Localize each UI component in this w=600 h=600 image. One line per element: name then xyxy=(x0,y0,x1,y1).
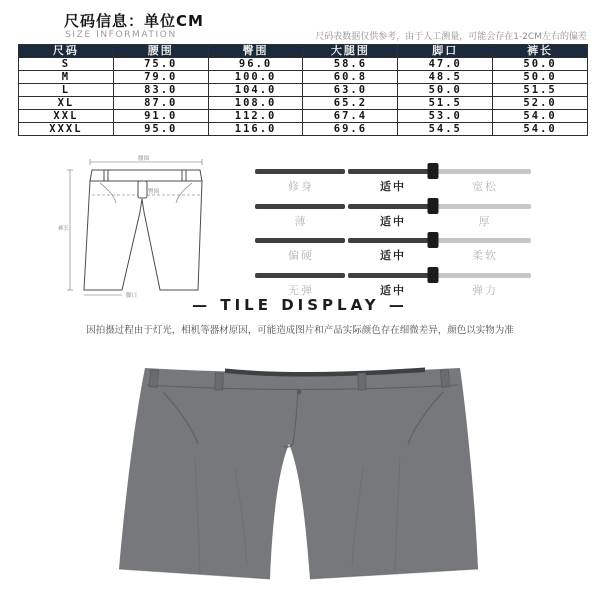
slider-bar-filled xyxy=(255,273,345,278)
slider-track xyxy=(255,231,531,249)
table-row xyxy=(19,84,588,97)
slider-label-right: 柔软 xyxy=(472,249,498,262)
measurement-cell: 116.0 xyxy=(208,123,303,136)
measurement-cell: 91.0 xyxy=(113,110,208,123)
slider-track xyxy=(255,197,531,215)
slider-bar-filled xyxy=(255,169,345,174)
measurement-cell: 50.0 xyxy=(493,58,588,71)
size-cell: M xyxy=(19,71,114,84)
color-disclaimer: 因拍摄过程由于灯光，相机等器材原因，可能造成图片和产品实际颜色存在细微差异，颜色以实物为准 xyxy=(86,325,514,336)
slider-bar-empty xyxy=(435,238,531,243)
slider-label-right: 宽松 xyxy=(472,180,498,193)
column-header: 脚口 xyxy=(398,45,493,58)
slider-labels xyxy=(255,180,531,193)
shorts-body xyxy=(119,368,478,579)
diagram-length-label: 裤长 xyxy=(58,226,70,232)
measurement-cell: 87.0 xyxy=(113,97,208,110)
measurement-cell: 53.0 xyxy=(398,110,493,123)
tile-display-heading: — TILE DISPLAY — xyxy=(192,296,408,314)
measurement-cell: 54.0 xyxy=(493,110,588,123)
measurement-cell: 54.5 xyxy=(398,123,493,136)
measurement-cell: 100.0 xyxy=(208,71,303,84)
slider-label-left: 修身 xyxy=(288,180,314,193)
column-header: 裤长 xyxy=(493,45,588,58)
shorts-belt-loop xyxy=(215,373,224,390)
slider-label-left: 无弹 xyxy=(288,283,314,297)
slider-bar-filled xyxy=(348,204,431,209)
attribute-slider xyxy=(255,162,531,197)
slider-bar-filled xyxy=(348,238,431,243)
column-header: 腰围 xyxy=(113,45,208,58)
measurement-cell: 112.0 xyxy=(208,110,303,123)
size-cell: XXL xyxy=(19,110,114,123)
measurement-cell: 52.0 xyxy=(493,97,588,110)
measurement-cell: 47.0 xyxy=(398,58,493,71)
attribute-slider xyxy=(255,266,531,301)
table-row xyxy=(19,58,588,71)
diagram-hip-label: 臀围 xyxy=(148,189,160,195)
measurement-cell: 83.0 xyxy=(113,84,208,97)
measurement-cell: 95.0 xyxy=(113,123,208,136)
measurement-cell: 65.2 xyxy=(303,97,398,110)
measurement-cell: 63.0 xyxy=(303,84,398,97)
size-cell: XL xyxy=(19,97,114,110)
slider-bar-filled xyxy=(348,169,431,174)
size-cell: S xyxy=(19,58,114,71)
slider-label-left: 薄 xyxy=(294,214,308,228)
diagram-hem-label: 脚口 xyxy=(126,293,138,299)
pants-fly xyxy=(138,181,147,198)
size-cell: XXXL xyxy=(19,123,114,136)
measurement-cell: 58.6 xyxy=(303,58,398,71)
size-table xyxy=(18,44,588,136)
slider-bar-empty xyxy=(435,204,531,209)
slider-label-center: 适中 xyxy=(380,283,406,297)
shorts-product-photo xyxy=(95,348,505,596)
slider-handle xyxy=(428,163,439,179)
slider-handle xyxy=(428,267,439,283)
measurement-cell: 51.5 xyxy=(493,84,588,97)
slider-bar-empty xyxy=(435,169,531,174)
table-row xyxy=(19,71,588,84)
table-row xyxy=(19,123,588,136)
measurement-disclaimer: 尺码表数据仅供参考，由于人工测量，可能会存在1-2CM左右的偏差 xyxy=(315,32,587,42)
column-header: 臀围 xyxy=(208,45,303,58)
slider-handle xyxy=(428,198,439,214)
measurement-cell: 50.0 xyxy=(493,71,588,84)
slider-bar-filled xyxy=(348,273,431,278)
size-table-body xyxy=(19,58,588,136)
measurement-cell: 54.0 xyxy=(493,123,588,136)
slider-labels xyxy=(255,284,531,297)
page-title: 尺码信息：单位CM xyxy=(64,12,204,30)
measurement-cell: 75.0 xyxy=(113,58,208,71)
attribute-slider xyxy=(255,231,531,266)
table-row xyxy=(19,97,588,110)
slider-label-left: 偏硬 xyxy=(288,249,314,262)
slider-bar-filled xyxy=(255,204,345,209)
pants-measurement-diagram xyxy=(56,150,242,300)
slider-label-center: 适中 xyxy=(380,249,406,262)
column-header: 大腿围 xyxy=(303,45,398,58)
measurement-cell: 51.5 xyxy=(398,97,493,110)
page-subtitle: SIZE INFORMATION xyxy=(65,30,177,40)
shorts-belt-loop xyxy=(358,373,367,390)
slider-bar-empty xyxy=(435,273,531,278)
slider-handle xyxy=(428,232,439,248)
measurement-cell: 60.8 xyxy=(303,71,398,84)
measurement-cell: 104.0 xyxy=(208,84,303,97)
measurement-cell: 48.5 xyxy=(398,71,493,84)
column-header: 尺码 xyxy=(19,45,114,58)
measurement-cell: 67.4 xyxy=(303,110,398,123)
slider-label-center: 适中 xyxy=(380,180,406,193)
size-table-header-row xyxy=(19,45,588,58)
measurement-cell: 108.0 xyxy=(208,97,303,110)
slider-bar-filled xyxy=(255,238,345,243)
slider-label-center: 适中 xyxy=(380,214,406,228)
size-cell: L xyxy=(19,84,114,97)
measurement-cell: 79.0 xyxy=(113,71,208,84)
measurement-cell: 96.0 xyxy=(208,58,303,71)
slider-track xyxy=(255,266,531,284)
slider-label-right: 弹力 xyxy=(472,283,498,297)
slider-labels xyxy=(255,249,531,262)
measurement-cell: 69.6 xyxy=(303,123,398,136)
slider-track xyxy=(255,162,531,180)
slider-label-right: 厚 xyxy=(478,214,492,228)
slider-labels xyxy=(255,215,531,228)
shorts-button xyxy=(297,390,302,395)
attribute-slider xyxy=(255,197,531,232)
attribute-sliders xyxy=(255,162,531,300)
measurement-cell: 50.0 xyxy=(398,84,493,97)
table-row xyxy=(19,110,588,123)
diagram-waist-label: 腰围 xyxy=(138,156,150,162)
